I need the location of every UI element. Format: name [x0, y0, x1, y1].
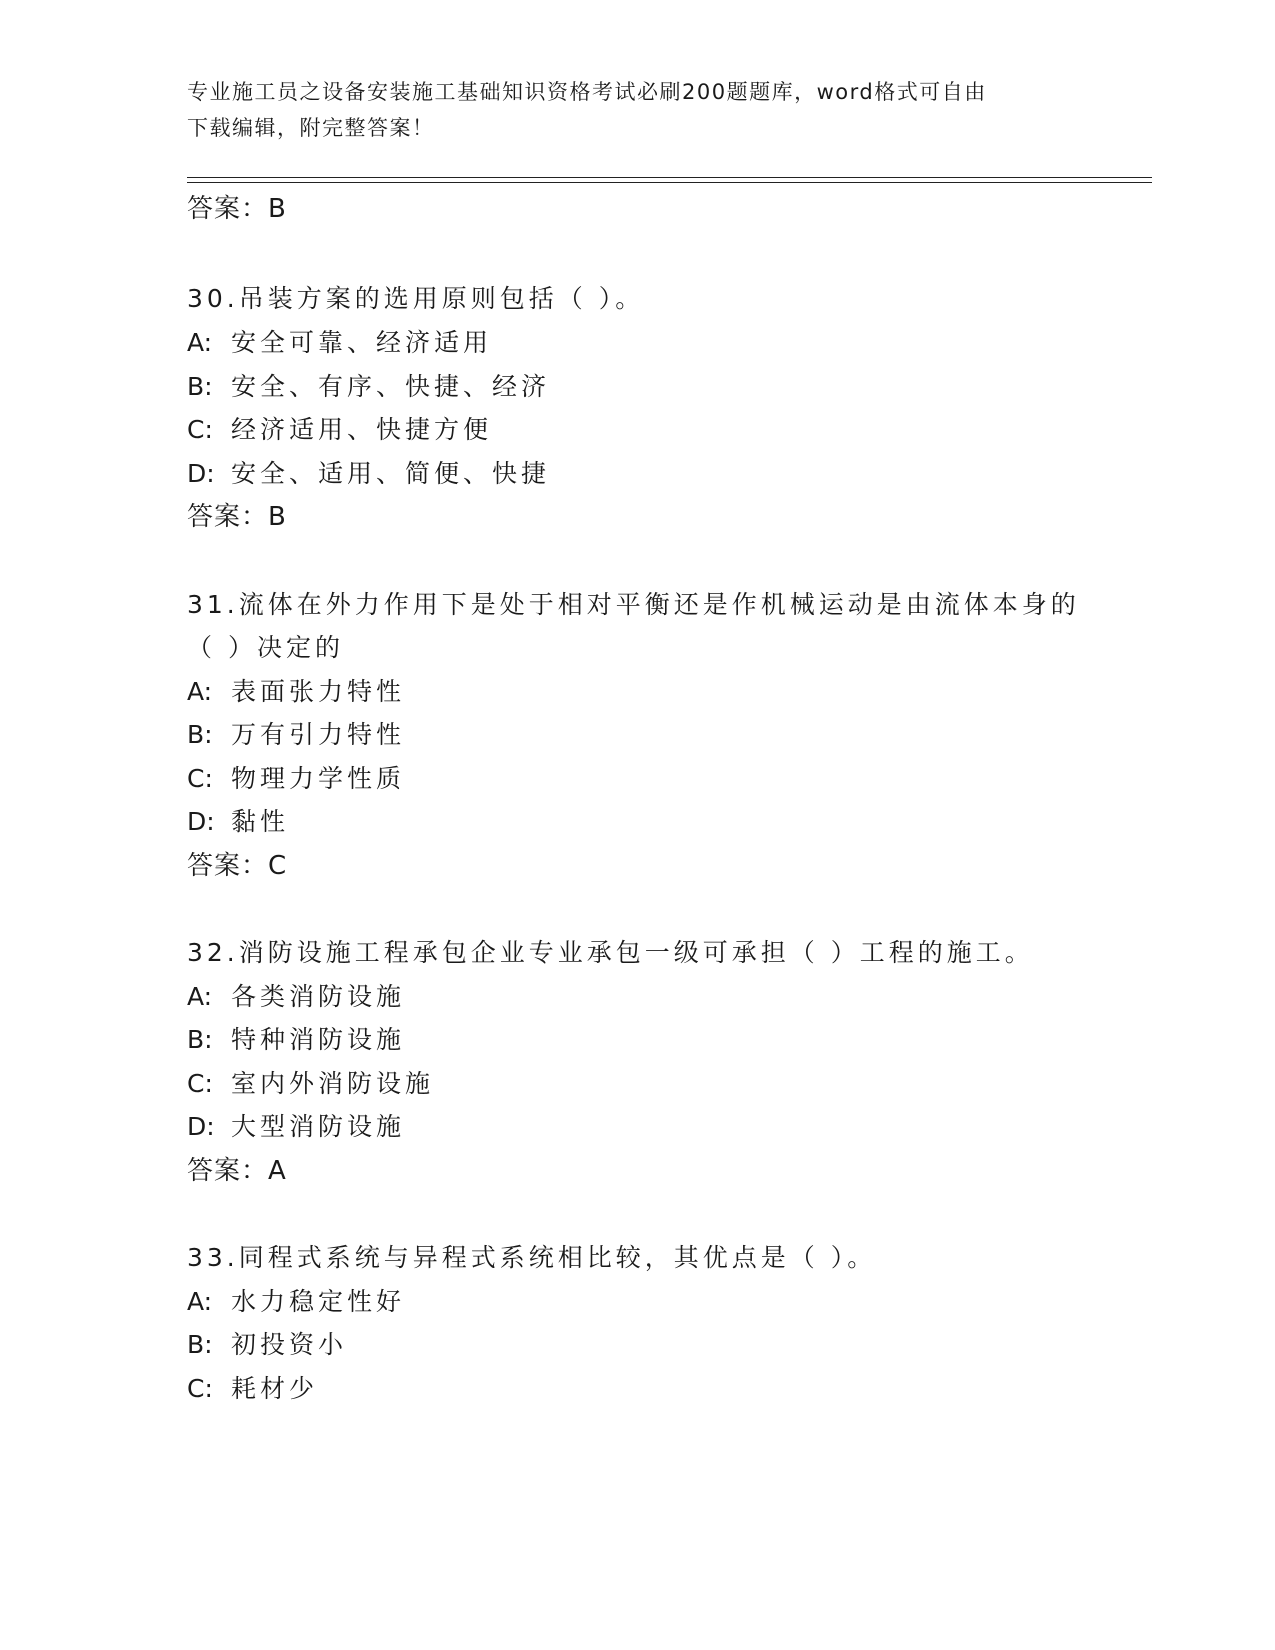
- question-32-option-a: [187, 981, 405, 1013]
- question-31-option-c: [187, 763, 405, 795]
- option-text: 表面张力特性: [231, 677, 406, 706]
- option-letter: A:: [187, 677, 213, 706]
- option-letter: B:: [187, 1025, 213, 1054]
- question-31-option-d: [187, 806, 289, 838]
- header-divider-top: [187, 177, 1152, 178]
- option-text: 大型消防设施: [231, 1112, 406, 1141]
- question-32-answer: 答案：A: [187, 1156, 287, 1186]
- question-31-answer: 答案：C: [187, 851, 288, 881]
- question-33-option-a: [187, 1286, 405, 1318]
- question-33-stem: 33.同程式系统与异程式系统相比较，其优点是（ ）。: [187, 1243, 877, 1272]
- option-text: 水力稳定性好: [231, 1287, 406, 1316]
- option-letter: B:: [187, 372, 213, 401]
- question-30-option-b: [187, 371, 550, 403]
- option-letter: A:: [187, 1287, 213, 1316]
- option-text: 安全、适用、简便、快捷: [231, 459, 551, 488]
- option-text: 初投资小: [231, 1330, 348, 1359]
- option-letter: C:: [187, 764, 213, 793]
- option-text: 物理力学性质: [231, 764, 406, 793]
- header-divider-bottom: [187, 182, 1152, 183]
- question-30-stem: 30.吊装方案的选用原则包括（ ）。: [187, 284, 645, 313]
- question-31-stem-line-1: 31.流体在外力作用下是处于相对平衡还是作机械运动是由流体本身的: [187, 590, 1080, 619]
- question-31-option-a: [187, 676, 405, 708]
- header-line-2: 下载编辑，附完整答案！: [187, 116, 435, 140]
- option-text: 万有引力特性: [231, 720, 406, 749]
- question-31-option-b: [187, 719, 405, 751]
- question-30-option-d: [187, 458, 550, 490]
- option-text: 特种消防设施: [231, 1025, 406, 1054]
- option-letter: B:: [187, 1330, 213, 1359]
- question-32-option-b: [187, 1024, 405, 1056]
- header-line-1: 专业施工员之设备安装施工基础知识资格考试必刷200题题库，word格式可自由: [187, 80, 987, 104]
- question-32-option-c: [187, 1068, 434, 1100]
- option-letter: A:: [187, 328, 213, 357]
- question-32-option-d: [187, 1111, 405, 1143]
- question-30-option-a: [187, 327, 492, 359]
- option-letter: A:: [187, 982, 213, 1011]
- option-text: 安全、有序、快捷、经济: [231, 372, 551, 401]
- option-text: 各类消防设施: [231, 982, 406, 1011]
- question-33-option-b: [187, 1329, 347, 1361]
- option-text: 经济适用、快捷方便: [231, 415, 493, 444]
- option-letter: C:: [187, 415, 213, 444]
- question-30-answer: 答案：B: [187, 502, 287, 532]
- option-text: 室内外消防设施: [231, 1069, 435, 1098]
- option-letter: D:: [187, 1112, 215, 1141]
- option-text: 耗材少: [231, 1374, 319, 1403]
- question-32-stem: 32.消防设施工程承包企业专业承包一级可承担（ ）工程的施工。: [187, 938, 1034, 967]
- option-letter: D:: [187, 459, 215, 488]
- option-text: 安全可靠、经济适用: [231, 328, 493, 357]
- question-31-stem-line-2: （ ）决定的: [187, 633, 344, 662]
- option-letter: C:: [187, 1069, 213, 1098]
- question-30-option-c: [187, 414, 492, 446]
- option-letter: C:: [187, 1374, 213, 1403]
- option-text: 黏性: [231, 807, 290, 836]
- document-header: [187, 74, 1087, 146]
- previous-answer: 答案：B: [187, 194, 287, 224]
- option-letter: D:: [187, 807, 215, 836]
- question-33-option-c: [187, 1373, 318, 1405]
- option-letter: B:: [187, 720, 213, 749]
